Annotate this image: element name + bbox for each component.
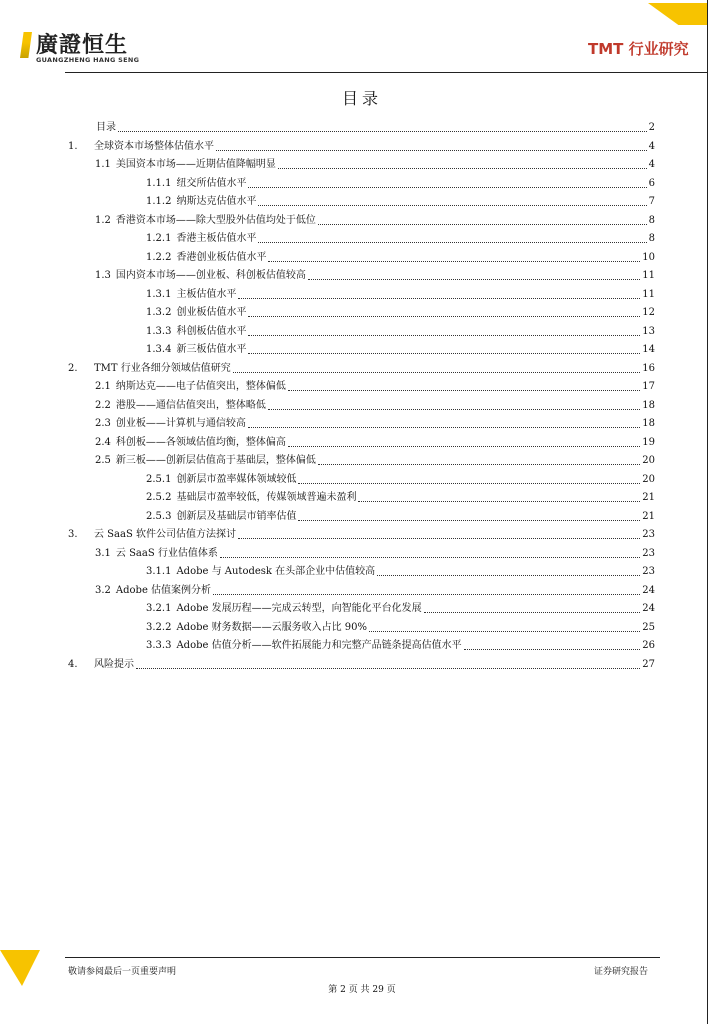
toc-entry-label — [146, 510, 296, 524]
toc-entry-label — [95, 399, 266, 413]
toc-entry[interactable] — [95, 214, 655, 228]
toc-entry-text: 全球资本市场整体估值水平 — [94, 140, 214, 152]
toc-entry-page: 23 — [642, 529, 655, 540]
toc-entry-label — [146, 288, 236, 302]
toc-entry-text: 纳斯达克——电子估值突出，整体偏低 — [115, 381, 286, 392]
toc-entry-text: Adobe 估值分析——软件拓展能力和完整产品链条提高估值水平 — [176, 640, 462, 651]
toc-leader-dots — [233, 372, 641, 373]
toc-entry-page: 24 — [642, 603, 655, 614]
toc-entry-label — [95, 584, 211, 598]
toc-leader-dots — [278, 168, 647, 169]
logo-english-name: GUANGZHENG HANG SENG — [36, 56, 140, 64]
toc-entry-number: 1.1 — [95, 159, 111, 170]
toc-entry[interactable] — [146, 491, 655, 505]
toc-entry[interactable] — [68, 528, 655, 542]
toc-entry-text: Adobe 发展历程——完成云转型，向智能化平台化发展 — [176, 603, 422, 614]
toc-entry-page: 26 — [642, 640, 655, 651]
toc-entry[interactable] — [146, 343, 655, 357]
toc-entry-label — [146, 177, 246, 191]
toc-entry-number: 3.1.1 — [146, 566, 172, 577]
toc-entry-text: 香港资本市场——除大型股外估值均处于低位 — [115, 214, 316, 226]
toc-entry[interactable] — [68, 362, 655, 376]
toc-entry-page: 23 — [642, 547, 655, 559]
toc-entry-page: 8 — [648, 233, 655, 244]
toc-entry-number: 2.5.2 — [146, 492, 172, 503]
toc-entry-text: Adobe 财务数据——云服务收入占比 90% — [176, 621, 367, 633]
toc-entry[interactable] — [146, 621, 655, 635]
toc-entry-label — [68, 658, 134, 672]
toc-leader-dots — [136, 668, 640, 669]
toc-entry[interactable] — [95, 399, 655, 413]
toc-entry-number: 2. — [68, 362, 78, 374]
toc-leader-dots — [377, 575, 640, 576]
toc-entry-text: 科创板——各领域估值均衡，整体偏高 — [115, 436, 286, 448]
toc-leader-dots — [464, 649, 641, 650]
toc-entry[interactable] — [95, 269, 655, 283]
toc-entry-page: 12 — [642, 307, 655, 318]
toc-entry-number: 3. — [68, 529, 78, 540]
toc-entry-text: 创业板——计算机与通信较高 — [115, 418, 246, 429]
toc-entry-page: 11 — [642, 288, 655, 300]
toc-entry-page: 27 — [642, 658, 655, 670]
toc-entry-label — [146, 325, 246, 339]
toc-entry-number: 3.3.3 — [146, 640, 172, 651]
toc-entry-page: 4 — [648, 140, 655, 152]
logo-chinese-name: 廣證恒生 — [36, 33, 129, 58]
toc-entry[interactable] — [146, 251, 655, 265]
toc-leader-dots — [268, 261, 640, 262]
toc-entry-label — [146, 621, 367, 635]
toc-entry-text: 国内资本市场——创业板、科创板估值较高 — [115, 270, 306, 281]
toc-entry-page: 19 — [642, 436, 655, 448]
toc-entry-number: 1.3.2 — [146, 307, 172, 318]
toc-entry-number: 2.3 — [95, 418, 111, 429]
right-margin-strip — [707, 0, 724, 1024]
toc-entry[interactable] — [95, 436, 655, 450]
toc-entry[interactable] — [68, 140, 655, 154]
toc-leader-dots — [258, 205, 646, 206]
toc-entry[interactable] — [95, 584, 655, 598]
toc-entry[interactable] — [146, 602, 655, 616]
toc-entry-page: 23 — [642, 566, 655, 577]
toc-entry-number: 2.1 — [95, 381, 111, 392]
toc-leader-dots — [238, 538, 640, 539]
toc-entry-text: 创新层市盈率媒体领域较低 — [176, 473, 297, 485]
toc-entry-number: 1.3.3 — [146, 325, 172, 337]
toc-leader-dots — [248, 353, 640, 354]
toc-leader-dots — [318, 464, 640, 465]
toc-entry-number: 1.3 — [95, 270, 111, 281]
toc-entry-number: 1.1.2 — [146, 196, 172, 207]
toc-entry[interactable] — [146, 639, 655, 653]
toc-leader-dots — [248, 427, 640, 428]
toc-entry-number: 2.2 — [95, 399, 111, 411]
page-number: 第 2 页 共 29 页 — [328, 985, 396, 995]
toc-entry[interactable] — [95, 380, 655, 394]
toc-leader-dots — [248, 335, 640, 336]
toc-entry-number: 1.2 — [95, 214, 111, 226]
toc-entry-text: TMT 行业各细分领域估值研究 — [94, 362, 231, 374]
toc-entry[interactable] — [68, 658, 655, 672]
toc-entry-label — [68, 140, 214, 154]
toc-leader-dots — [298, 520, 640, 521]
toc-entry-page: 18 — [642, 418, 655, 429]
toc-entry-page: 24 — [642, 584, 655, 596]
footer-report-label: 证券研究报告 — [594, 967, 649, 977]
toc-entry-number: 3.1 — [95, 547, 111, 559]
toc-leader-dots — [308, 279, 640, 280]
toc-entry-label — [95, 269, 306, 283]
toc-title: 目录 — [341, 89, 382, 108]
toc-entry-text: Adobe 估值案例分析 — [115, 584, 212, 596]
toc-entry-text: 美国资本市场——近期估值降幅明显 — [115, 159, 276, 170]
toc-entry-number: 4. — [68, 658, 78, 670]
toc-entry-number: 2.5.1 — [146, 473, 172, 485]
toc-entry-number: 1.3.4 — [146, 344, 172, 355]
toc-entry-text: 云 SaaS 软件公司估值方法探讨 — [94, 529, 236, 540]
toc-entry-text: 新三板估值水平 — [176, 344, 247, 355]
toc-entry-text: 纳斯达克估值水平 — [176, 196, 257, 207]
toc-entry-page: 20 — [642, 473, 655, 485]
toc-leader-dots — [248, 316, 640, 317]
toc-entry-page: 17 — [642, 381, 655, 392]
toc-leader-dots — [118, 131, 647, 132]
footer-accent — [0, 950, 40, 986]
toc-entry[interactable] — [146, 195, 655, 209]
toc-entry-number: 1.1.1 — [146, 177, 172, 189]
toc-leader-dots — [213, 594, 640, 595]
toc-leader-dots — [369, 631, 640, 632]
toc-entry[interactable] — [95, 547, 655, 561]
toc-entry-label — [95, 417, 246, 431]
toc-entry-text: 香港创业板估值水平 — [176, 251, 267, 263]
toc-leader-dots — [248, 187, 646, 188]
toc-entry-text: 目录 — [96, 122, 116, 133]
toc-entry-text: 香港主板估值水平 — [176, 233, 257, 244]
toc-leader-dots — [358, 501, 640, 502]
toc-entry-page: 21 — [642, 510, 655, 522]
toc-entry-page: 6 — [648, 177, 655, 189]
toc-entry[interactable] — [146, 325, 655, 339]
toc-entry-page: 11 — [642, 270, 655, 281]
toc-entry-text: 新三板——创新层估值高于基础层，整体偏低 — [115, 455, 316, 466]
toc-leader-dots — [298, 483, 640, 484]
toc-entry-label — [146, 343, 246, 357]
toc-entry-label — [95, 547, 218, 561]
toc-entry-page: 14 — [642, 344, 655, 355]
report-type: TMT 行业研究 — [588, 40, 689, 58]
toc-entry-text: 创业板估值水平 — [176, 307, 247, 318]
toc-entry-label — [146, 602, 422, 616]
toc-entry-number: 1. — [68, 140, 78, 152]
toc-entry-text: Adobe 与 Autodesk 在头部企业中估值较高 — [176, 566, 376, 577]
header-divider — [65, 72, 707, 73]
toc-entry[interactable] — [146, 510, 655, 524]
toc-entry[interactable] — [146, 473, 655, 487]
toc-entry-number: 2.5.3 — [146, 510, 172, 522]
toc-entry-label — [146, 232, 256, 246]
toc-entry-number: 1.2.1 — [146, 233, 172, 244]
logo-mark-icon — [20, 32, 32, 58]
toc-entry[interactable] — [95, 454, 655, 468]
toc-entry-page: 13 — [642, 325, 655, 337]
toc-entry-page: 2 — [648, 122, 655, 133]
toc-entry[interactable] — [146, 565, 655, 579]
toc-entry-page: 16 — [642, 362, 655, 374]
toc-entry-label — [146, 639, 462, 653]
toc-entry-text: 创新层及基础层市销率估值 — [176, 510, 297, 522]
toc-entry-label — [95, 380, 286, 394]
company-logo — [20, 28, 150, 68]
toc-leader-dots — [238, 298, 640, 299]
toc-entry-label — [95, 454, 316, 468]
toc-entry-text: 云 SaaS 行业估值体系 — [115, 547, 218, 559]
toc-leader-dots — [288, 390, 640, 391]
toc-entry-label — [68, 362, 231, 376]
toc-entry[interactable] — [146, 288, 655, 302]
toc-entry-label — [146, 473, 296, 487]
footer-disclaimer: 敬请参阅最后一页重要声明 — [68, 967, 177, 977]
toc-entry-page: 21 — [642, 492, 655, 503]
toc-entry[interactable] — [95, 417, 655, 431]
toc-entry-text: 主板估值水平 — [176, 288, 237, 300]
footer-divider — [65, 957, 660, 958]
toc-leader-dots — [220, 557, 640, 558]
toc-leader-dots — [424, 612, 641, 613]
toc-entry-label — [146, 491, 356, 505]
toc-entry-label — [96, 121, 116, 135]
toc-entry-number: 2.4 — [95, 436, 111, 448]
toc-entry-label — [146, 306, 246, 320]
toc-leader-dots — [288, 446, 640, 447]
toc-entry-number: 3.2.2 — [146, 621, 172, 633]
toc-entry-label — [68, 528, 236, 542]
toc-entry-number: 2.5 — [95, 455, 111, 466]
toc-entry-text: 基础层市盈率较低，传媒领域普遍未盈利 — [176, 492, 357, 503]
toc-entry-label — [95, 214, 316, 228]
toc-entry-number: 1.2.2 — [146, 251, 172, 263]
toc-entry-text: 纽交所估值水平 — [176, 177, 247, 189]
toc-leader-dots — [318, 224, 647, 225]
toc-leader-dots — [268, 409, 640, 410]
toc-entry-label — [146, 251, 266, 265]
toc-entry[interactable] — [146, 232, 655, 246]
toc-entry-page: 7 — [648, 196, 655, 207]
toc-entry-number: 3.2.1 — [146, 603, 172, 614]
toc-entry-text: 风险提示 — [94, 658, 134, 670]
toc-entry-page: 10 — [642, 251, 655, 263]
toc-entry[interactable] — [146, 177, 655, 191]
toc-entry[interactable] — [146, 306, 655, 320]
toc-leader-dots — [258, 242, 646, 243]
toc-entry-label — [95, 158, 276, 172]
toc-entry-label — [146, 195, 256, 209]
toc-entry-label — [95, 436, 286, 450]
toc-entry-page: 8 — [648, 214, 655, 226]
toc-entry-number: 1.3.1 — [146, 288, 172, 300]
toc-entry[interactable] — [96, 121, 655, 135]
toc-entry-page: 4 — [648, 159, 655, 170]
toc-leader-dots — [216, 150, 647, 151]
toc-entry[interactable] — [95, 158, 655, 172]
toc-entry-page: 20 — [642, 455, 655, 466]
toc-entry-text: 科创板估值水平 — [176, 325, 247, 337]
toc-entry-page: 25 — [642, 621, 655, 633]
toc-entry-page: 18 — [642, 399, 655, 411]
toc-entry-text: 港股——通信估值突出，整体略低 — [115, 399, 266, 411]
toc-entry-number: 3.2 — [95, 584, 111, 596]
toc-entry-label — [146, 565, 375, 579]
